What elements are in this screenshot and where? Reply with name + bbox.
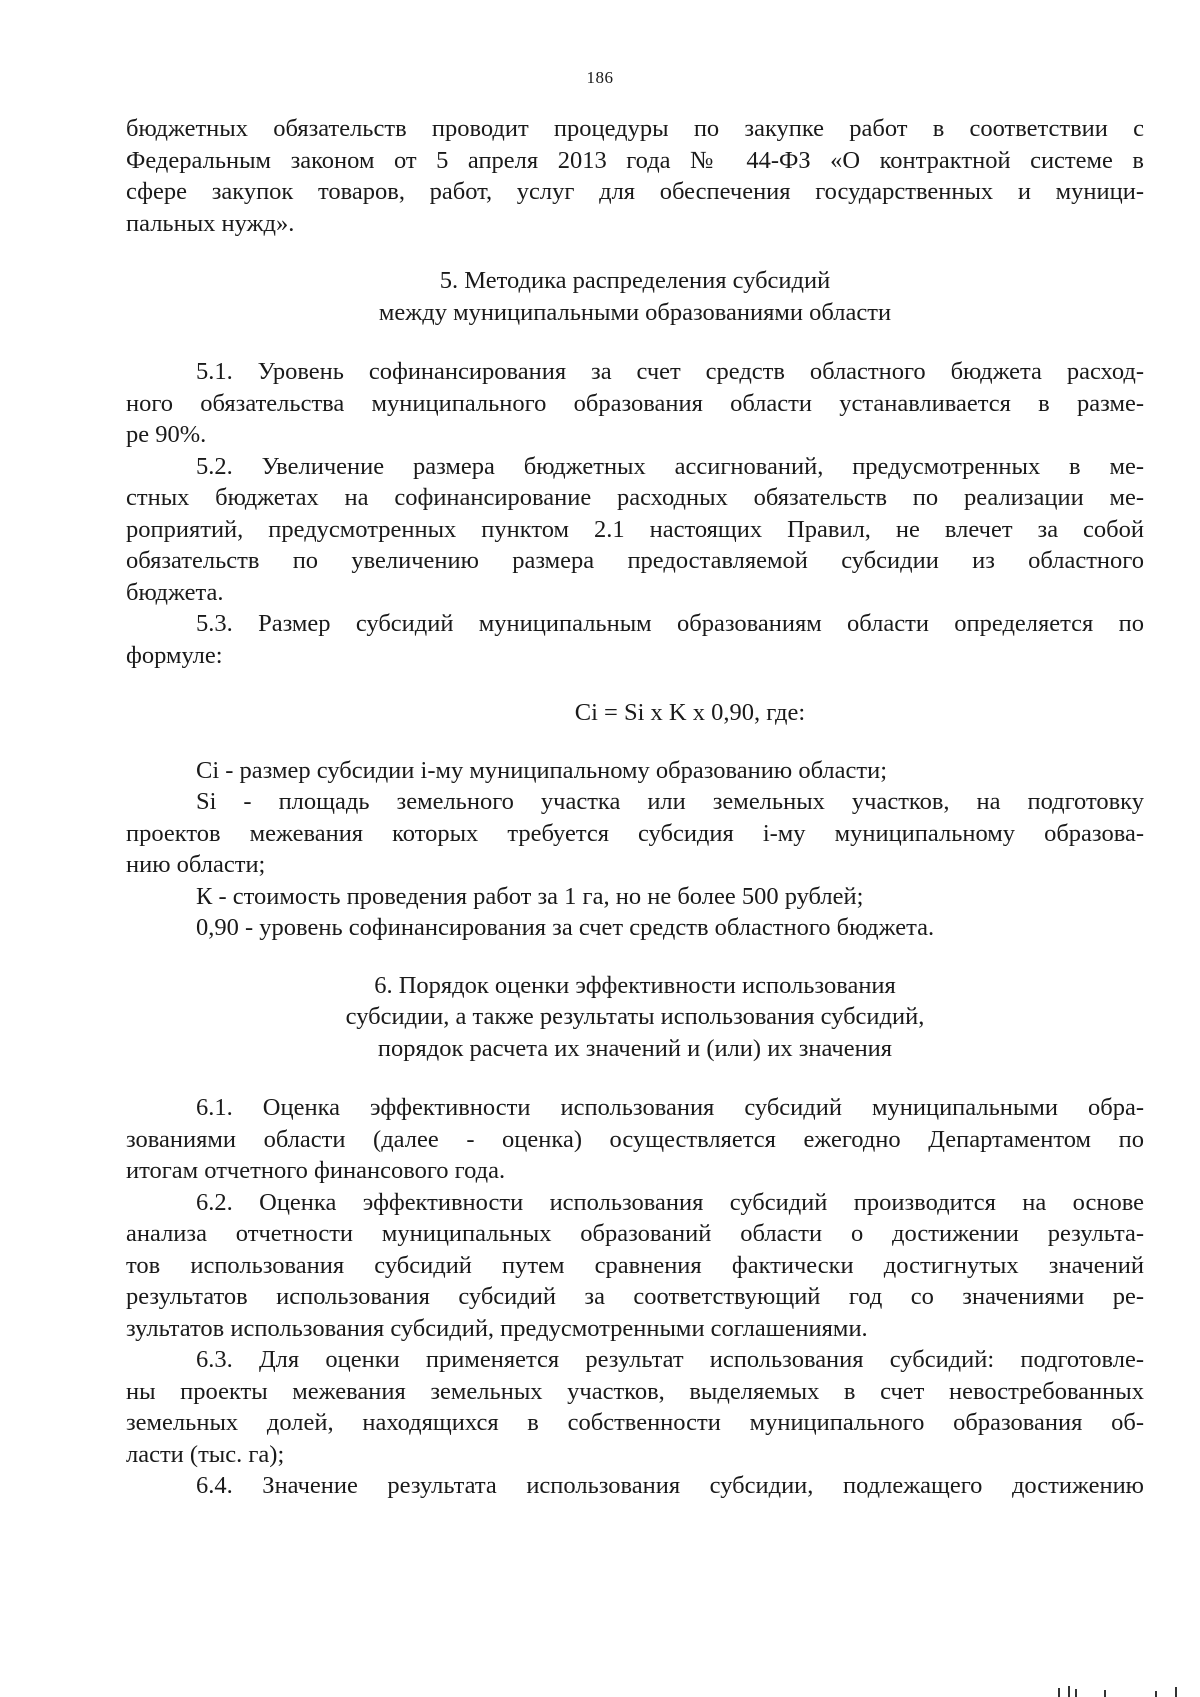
text-line: бюджета.: [126, 578, 224, 606]
text-line: ре 90%.: [126, 421, 207, 448]
definition-si: [126, 786, 1144, 881]
text-line: зультатов использования субсидий, предусмотренными соглашениями.: [126, 1314, 868, 1342]
section-6-heading: [126, 970, 1144, 1065]
text-line: зованиями области (далее - оценка) осуществляется ежегодно Департаментом по: [126, 1125, 1144, 1153]
text-line: формуле:: [126, 641, 223, 669]
scan-artifact: [1175, 1687, 1177, 1697]
heading-line: субсидии, а также результаты использования субсидий,: [345, 1003, 925, 1030]
text-line: бюджетных обязательств проводит процедуры по закупке работ в соответствии с: [126, 115, 1144, 142]
heading-line: 6. Порядок оценки эффективности использования: [374, 971, 896, 999]
text-line: 5.1. Уровень софинансирования за счет средств областного бюджета расход-: [196, 358, 1144, 385]
text-line: итогам отчетного финансового года.: [126, 1157, 506, 1184]
text-line: ны проекты межевания земельных участков, выделяемых в счет невостребованных: [126, 1377, 1144, 1405]
text-line: тов использования субсидий путем сравнения фактически достигнутых значений: [126, 1251, 1144, 1279]
text-line: 6.3. Для оценки применяется результат использования субсидий: подготовле-: [196, 1346, 1144, 1373]
text-line: 6.1. Оценка эффективности использования субсидий муниципальными обра-: [196, 1094, 1144, 1121]
text-line: анализа отчетности муниципальных образований области о достижении результа-: [126, 1220, 1144, 1247]
text-line: пальных нужд».: [126, 209, 295, 237]
text-line: 6.2. Оценка эффективности использования субсидий производится на основе: [196, 1188, 1144, 1216]
text-line: 5.3. Размер субсидий муниципальным образованиям области определяется по: [196, 610, 1144, 637]
subsidy-formula: Ci = Si x K x 0,90, где:: [574, 699, 806, 726]
page-number: 186: [586, 68, 614, 87]
text-line: Si - площадь земельного участка или земельных участков, на подготовку: [196, 788, 1144, 815]
definition-k: [126, 881, 1144, 913]
scan-artifact: [1075, 1689, 1077, 1697]
text-line: сфере закупок товаров, работ, услуг для обеспечения государственных и муници-: [126, 178, 1144, 205]
text-line: результатов использования субсидий за соответствующий год со значениями ре-: [126, 1283, 1144, 1310]
heading-line: порядок расчета их значений и (или) их значения: [377, 1034, 893, 1062]
document-body: [126, 113, 1144, 1502]
text-line: Ci - размер субсидии i-му муниципальному образованию области;: [196, 756, 888, 784]
heading-line: между муниципальными образованиями области: [378, 298, 892, 326]
paragraph-6-1: [126, 1092, 1144, 1187]
text-line: земельных долей, находящихся в собственности муниципального образования об-: [126, 1409, 1144, 1436]
text-line: 0,90 - уровень софинансирования за счет средств областного бюджета.: [196, 914, 935, 941]
text-line: 6.4. Значение результата использования субсидии, подлежащего достижению: [196, 1472, 1144, 1499]
text-line: Федеральным законом от 5 апреля 2013 года № 44-ФЗ «О контрактной системе в: [126, 146, 1144, 174]
definition-0-90: [126, 912, 1144, 944]
paragraph-5-1: [126, 356, 1144, 451]
scan-artifact: [1058, 1688, 1060, 1697]
text-line: стных бюджетах на софинансирование расходных обязательств по реализации ме-: [126, 484, 1144, 511]
text-line: роприятий, предусмотренных пунктом 2.1 настоящих Правил, не влечет за собой: [126, 515, 1144, 543]
scan-artifact: [1155, 1691, 1157, 1697]
text-line: ного обязательства муниципального образования области устанавливается в разме-: [126, 389, 1144, 417]
text-line: обязательств по увеличению размера предоставляемой субсидии из областного: [126, 547, 1144, 574]
paragraph-5-2: [126, 451, 1144, 609]
text-line: нию области;: [126, 851, 266, 878]
text-line: ласти (тыс. га);: [126, 1440, 285, 1468]
text-line: 5.2. Увеличение размера бюджетных ассигнований, предусмотренных в ме-: [196, 452, 1144, 480]
heading-line: 5. Методика распределения субсидий: [439, 267, 831, 294]
text-line: проектов межевания которых требуется субсидия i-му муниципальному образова-: [126, 819, 1144, 847]
text-line: К - стоимость проведения работ за 1 га, но не более 500 рублей;: [196, 882, 864, 910]
definition-ci: [126, 755, 1144, 787]
paragraph-6-3: [126, 1344, 1144, 1470]
paragraph-5-3: [126, 608, 1144, 671]
section-5-heading: [126, 265, 1144, 328]
scan-artifact: [1068, 1686, 1070, 1697]
paragraph-6-4: [126, 1470, 1144, 1502]
paragraph-6-2: [126, 1187, 1144, 1345]
scan-artifact: [1104, 1690, 1106, 1697]
intro-paragraph: [126, 113, 1144, 239]
